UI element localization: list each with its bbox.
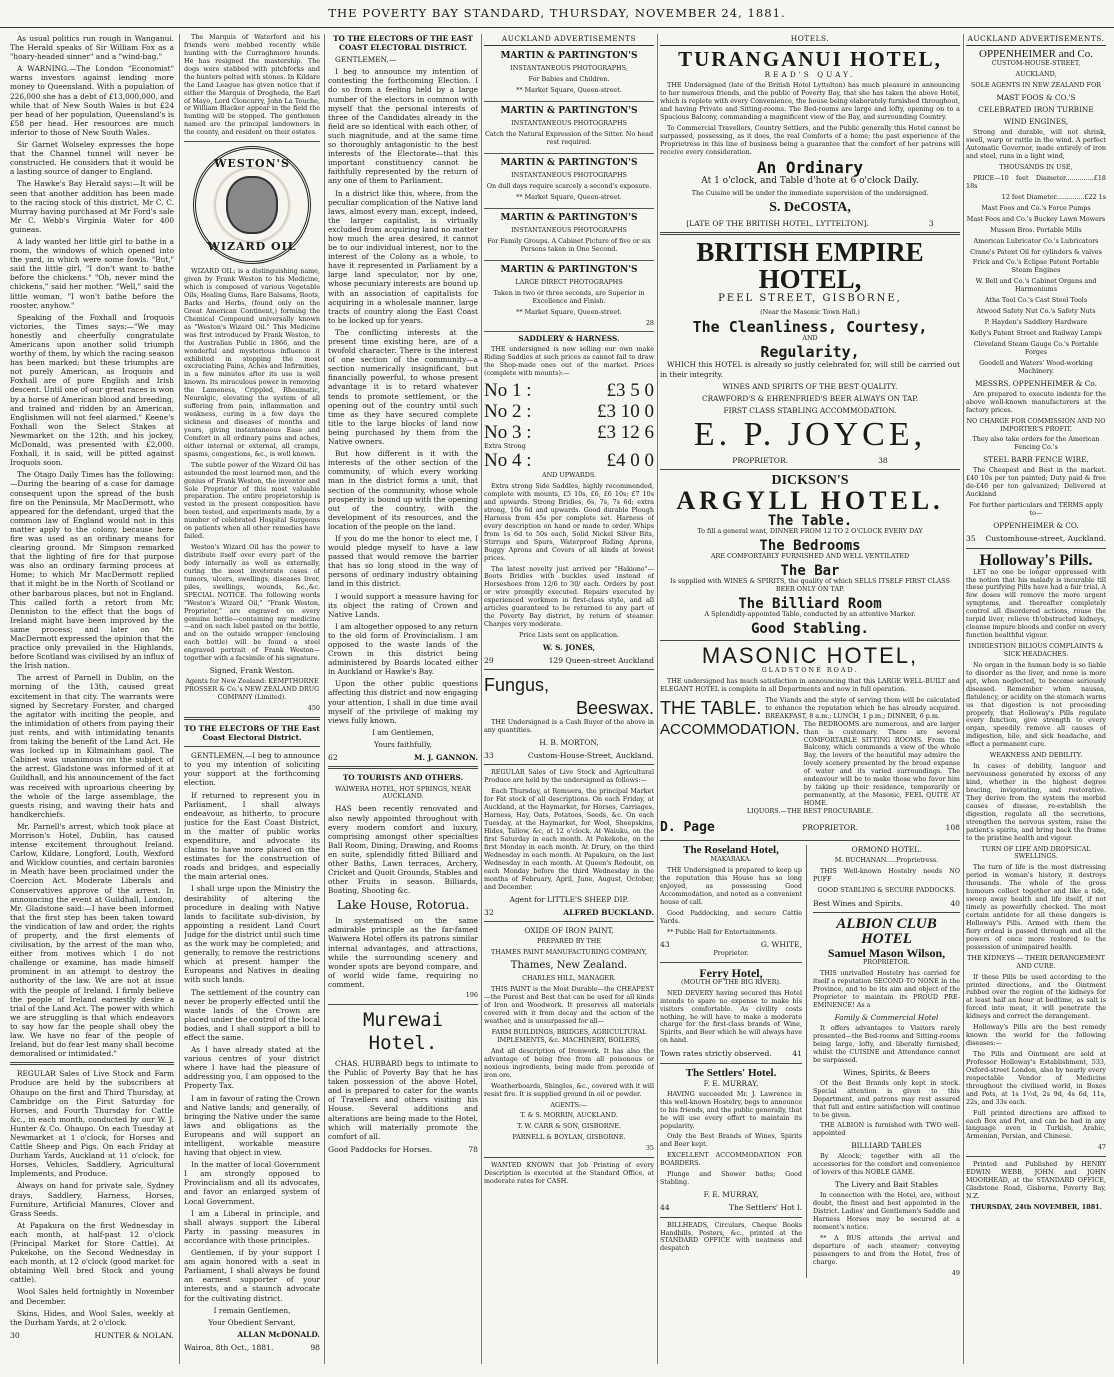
text-block: I am in favour of rating the Crown and Native lands; and generally, of bringing the Native under the same laws and obligations as the Europeans and will support an intelligent, workable measure having that object in view. (184, 1093, 320, 1158)
text-block: American Lubricator Co.'s Lubricators (973, 236, 1099, 245)
text-block: INSTANTANEOUS PHOTOGRAPHS (511, 171, 627, 180)
text-block: THE TABLE. (660, 697, 762, 718)
text-block: The Bedrooms (759, 538, 861, 555)
text-block: ** Market Square, Queen-street. (516, 308, 622, 317)
text-block: In the matter of local Government I am strongly opposed to Provincialism and all its advocates, and favor an enlarged system of Local Government. (184, 1160, 320, 1206)
text-block: PRICE—10 feet Diameter..............£18 18s (966, 173, 1106, 190)
text-block: The conflicting interests at the present time existing here, are of a twofold character. There is the interest of one section of the community—a section numerically insignificant, but financially powerful, to whose present advantage it is to retard whatever tends to promote settlement, or the opening out of the country until such time as they have secured complete title to the large blocks of land now being purchased by them from the Native owners. (328, 327, 478, 447)
argyll-hotel-title: ARGYLL HOTEL. (676, 486, 944, 516)
text-block: MESSRS. OPPENHEIMER & Co. (975, 378, 1097, 388)
text-block: ARE COMFORTABLY FURNISHED AND WELL VENTILATED (710, 552, 910, 561)
tourists-title: TO TOURISTS AND OTHERS. (342, 773, 464, 783)
text-block: 49 (951, 1268, 960, 1277)
text-block: But how different is it with the interests of the other section of the community, of which every working man in the district forms a unit, that section of the community, whose whole prosperity is bound up with the opening out of the country, with the development of its resources, and the location of the people on the land. (328, 449, 478, 531)
text-block: Catch the Natural Expression of the Sitter. No head rest required. (484, 130, 654, 147)
text-block: LIQUORS.—THE BEST PROCURABLE. (746, 806, 874, 815)
text-block: 28 (645, 318, 654, 327)
text-block: FIRST CLASS STABLING ACCOMMODATION. (723, 405, 897, 415)
text-block: MARTIN & PARTINGTON'S (500, 51, 638, 62)
text-block: Wool Sales held fortnightly in November and December. (10, 1287, 174, 1306)
text-block: REGULAR Sales of Live Stock and Agricultural Produce are held by the undersigned as follows:— (484, 768, 654, 785)
column-rule (324, 34, 325, 1364)
text-block: THOUSANDS IN USE, (999, 163, 1073, 172)
text-block: WAIWERA HOTEL, HOT SPRINGS, NEAR AUCKLAND. (335, 784, 471, 801)
text-block: LARGE DIRECT PHOTOGRAPHS (515, 278, 623, 287)
text-block: The settlement of the country can never be properly effected until the waste lands of the Crown are placed under the control of the local bodies, and I shall support a bill to effect the same. (184, 987, 320, 1042)
text-block: By Alcock; together with all the accessories for the comfort and convenience of lovers of this NOBLE GAME. (813, 1152, 960, 1177)
text-block: S. DeCOSTA, (769, 199, 851, 215)
text-block: T. & S. MORRIN, AUCKLAND. (520, 1111, 618, 1120)
text-block: CUSTOM-HOUSE-STREET, (991, 59, 1081, 68)
text-block: Weston's Wizard Oil has the power to distribute itself over every part of the body internally as well as externally, curing the most inveterate cases of tumors, ulcers, swellings, diseases liver, piles, swellings, wounds, &c.,&c. SPECIAL NOTICE. The following words "Weston's Wizard Oil," "Frank Weston, Proprietor," are engraved on every genuine bottle—containing my medicine—and on each label pasted on the bottle, and on the outside wrapper (enclosing each bottle) will be found a steel engraved portrait of Frank Weston—together with a facsimile of his signature. (184, 543, 320, 663)
text-block: 30 (10, 1330, 20, 1340)
text-block: [LATE OF THE BRITISH HOTEL, LYTTELTON]. (686, 218, 869, 228)
text-block: THE undersigned has much satisfaction in announcing that this LARGE WELL-BUILT and ELEGANT HOTEL is complete in all Departments and now in full operation. (660, 676, 960, 693)
text-block: Town rates strictly observed. (660, 1049, 772, 1059)
text-block: Agent for LITTLE'S SHEEP DIP. (509, 894, 629, 904)
text-block: 29 (484, 656, 494, 666)
text-block: GOOD STABLING & SECURE PADDOCKS. (817, 885, 956, 894)
text-block: NED DEVERY having secured this Hotel intends to spare no expense to make his visitors comfortable. As civility costs nothing, he will have to make a moderate charge for the first-class brands of Wine, Spirits, and Beer which he will always have on hand. (660, 988, 802, 1045)
text-block: PREPARED BY THE (536, 937, 602, 946)
text-block: Wairoa, 8th Oct., 1881. (184, 1342, 274, 1352)
text-block: In cases of debility, languor and nervousness generated by excess of any kind, whether in the highest degree bracing, invigorating, and restorative. They derive from the system the morbid causes of disease, re-establish the digestion, regulate all the secretions, strengthen the nervous system, raise the patient's spirits, and bring back the frame to the pristine health and vigour. (966, 762, 1106, 842)
news-item: Sir Garnet Wolseley expresses the hope that the Channel tunnel will never be constructed. He considers that it would be a lasting source of danger to England. (10, 140, 174, 177)
text-block: Upon the other public questions affecting this district and now engaging your attention, I shall in due time avail myself of the privilege of making my views fully known. (328, 679, 478, 725)
text-block: I am altogether opposed to any return to the old form of Provincialism. I am opposed to the waste lands of the Crown in this district being administered by Boards located either in Auckland or Hawke's Bay. (328, 621, 478, 677)
text-block: On dull days require scarcely a second's exposure. (486, 182, 652, 191)
text-block: It offers advantages to Visitors rarely presented—the Bed-rooms and Sitting-rooms being large, lofty, and liberally furnished, whilst the CUISINE and Attendance cannot be surpassed. (813, 1023, 960, 1064)
column-rule (657, 34, 658, 1364)
text-block: The Settlers' Hotel. (685, 1066, 777, 1079)
column-5-hotels (660, 34, 960, 1364)
electors-title: TO THE ELECTORS OF THE EAST COAST ELECTORAL DISTRICT. (333, 34, 473, 53)
text-block: Kelly's Patent Street and Railway Lamps (970, 329, 1102, 338)
lake-house-title: Lake House, Rotorua. (336, 898, 470, 913)
text-block: They also take orders for the American Fencing Co.'s (972, 435, 1100, 452)
text-block: Samuel Mason Wilson, (827, 946, 946, 961)
text-block: Is supplied with WINES & SPIRITS, the quality of which SELLS ITSELF FIRST CLASS BEER ONLY ON TAP. (670, 577, 950, 594)
text-block: Family & Commercial Hotel (834, 1012, 939, 1022)
saddlery-title: SADDLERY & HARNESS. (518, 333, 620, 343)
text-block: The Pills and Ointment are sold at Professor Holloway's Establishment, 533, Oxford-street London, also by nearly every respectable Vendor of Medicine throughout the civilised world, in Boxes and Pots, at 1s 1½d, 2s 9d, 4s 6d, 11s, 22s, and 33s each. (966, 1050, 1106, 1106)
text-block: A Splendidly-appointed Table, conducted by an attentive Marker. (704, 610, 916, 619)
text-block: WEAKNESS AND DEBILITY. (989, 751, 1083, 760)
text-block: WINES AND SPIRITS OF THE BEST QUALITY. (722, 381, 898, 391)
text-block: The Billiard Room (738, 596, 882, 613)
text-block: Good Paddocks for Horses. (328, 1144, 433, 1154)
news-item: A lady wanted her little girl to bathe in a room, the windows of which opened into the yard, in which were some fowls. "But," said the little girl, "I don't want to bathe before the chickens." "Oh, never mind the chickens," said her mother. "Well," said the little woman, "I won't bathe before the rooster, anyhow." (10, 236, 174, 310)
text-block: F. E. MURRAY, (703, 1078, 759, 1088)
electors-title: TO THE ELECTORS OF THE East Coast Electoral District. (184, 723, 320, 743)
text-block: The BEDROOMS are numerous, and are larger than is customary. There are several COMFORTABLE SITTING ROOMS. From the Balcony, which commands a view of the whole Bay, the lovers of the beautiful may admire the lovely scenery presented by the broad expanse of water and its varied surroundings. The endeavour will be to make those who favor him by taking up their residence, temporarily or permanently, at the Masonic, FEEL QUITE AT HOME. (803, 719, 960, 808)
text-block: THIS Well-known Hostelry needs NO PUFF (813, 867, 960, 883)
text-block: INSTANTANEOUS PHOTOGRAPHS, (510, 64, 628, 73)
text-block: MARTIN & PARTINGTON'S (500, 158, 638, 169)
text-block: THE ALBION is furnished with TWO well-appointed (813, 1121, 960, 1138)
text-block: CHAS. HUBBARD begs to intimate to the Public of Poverty Bay that he has taken possession of the above Hotel, and is prepared to cater for the wants of Travellers and others visiting his House. Several additions and alterations are being made to the Hotel, which will materially promote the comfort of all. (328, 1059, 478, 1141)
column-3 (328, 34, 478, 1364)
text-block: THAMES PAINT MANUFACTURING COMPANY, (490, 948, 648, 957)
text-block: In a district like this, where, from the peculiar complication of the Native land laws, almost every man, except, indeed, the larger capitalist, is virtually excluded from acquiring land no matter how much the area desired, it cannot be to our individual interest, nor to the interest of the Colony as a whole, to have it represented in Parliament by a large land speculator, nor by one, whose pecuniary interests are bound up with an association of capitalists for acquiring in a wholesale manner, large tracts of country along the East Coast to be locked up for years. (328, 188, 478, 325)
text-block: If these Pills be used according to the printed directions, and the Ointment rubbed over the region of the kidneys for at least half an hour at bedtime, as salt is forced into meat, it will penetrate the kidneys and correct the derangement. (966, 972, 1106, 1021)
text-block: The Settlers' Hot l. (728, 1203, 802, 1213)
text-block: THIS PAINT is the Most Durable—the CHEAPEST—the Purest and Best that can be used for all kinds of Iron and Woodwork. It preserves all materials covered with it from decay and the action of the weather, and is unsurpassed for all— (484, 985, 654, 1026)
text-block: Holloway's Pills are the best remedy known the world for the following diseases:— (966, 1023, 1106, 1048)
text-block: Only the Best Brands of Wines, Spirits and Beer kept. (660, 1132, 802, 1149)
text-block: MARTIN & PARTINGTON'S (500, 106, 638, 117)
text-block: No 2 : (484, 400, 532, 422)
column-6-auckland (966, 34, 1106, 1364)
text-block: OPPENHEIMER and Co. (979, 48, 1093, 61)
text-block: No 1 : (484, 379, 532, 401)
text-block: PROPRIETOR. (863, 958, 910, 967)
text-block: I beg to announce my intention of contesting the forthcoming Election. I do so from a feeling held by a large number of the electors in common with myself that the personal interests of three of the Candidates already in the field are so identical with each other, of such magnitude, and at the same time so thoroughly antagonistic to the best interests of the Electorate—that this important constituency cannot be faithfully represented by the return of any one of them to Parliament. (328, 67, 478, 186)
text-block: AUCKLAND, (1015, 70, 1057, 79)
text-block: W. Bell and Co.'s Cabinet Organs and Harmoniums (975, 277, 1097, 294)
text-block: M. BUCHANAN.....Proprietress. (834, 856, 939, 865)
text-block: E. P. JOYCE, (693, 415, 927, 453)
text-block: THIS unrivalled Hostelry has carried for itself a reputation SECOND TO NONE in the Province, and to be its aim and object of the Proprietor to maintain its PROUD PRE-EMINENCE! As a (813, 969, 960, 1009)
section-header: AUCKLAND ADVERTISEMENTS (484, 34, 654, 46)
text-block: Proprietor. (713, 948, 749, 957)
text-block: Thames, New Zealand. (510, 960, 628, 972)
text-block: ACCOMMODATION. (660, 720, 800, 738)
text-block: BILLHEADS, Circulars, Cheque Books Handbills, Posters, &c., printed at the STANDARD OFFICE with neatness and despatch (660, 1220, 802, 1253)
text-block: H. B. MORTON, (539, 737, 599, 747)
text-block: At Papakura on the first Wednesday in each month, at half-past 12 o'clock (Principal Market for Store Cattle). At Pukekohe, on the Second Wednesday in each month, at 12 o'clock (good market for obtaining Well bred Stock and young cattle). (10, 1220, 174, 1285)
text-block: The Bar (780, 563, 840, 580)
text-block: 35 (645, 1144, 654, 1153)
text-block: G. WHITE, (760, 940, 802, 950)
text-block: If you do me the honor to elect me, I would pledge myself to have a law passed that would remove the barrier that has so long stood in the way of persons of ordinary industry obtaining land in this district. (328, 533, 478, 589)
text-block: For Family Groups. A Cabinet Picture of five or six Persons taken in One Second. (487, 237, 651, 254)
text-block: Customhouse-street, Auckland. (985, 534, 1106, 544)
text-block: HAVING succeeded Mr. J. Lawrence in this well-known Hostelry, begs to announce to his friends, and the public generally, that he will use every effort to maintain its popularity. (660, 1089, 802, 1130)
column-1-news (10, 34, 174, 1364)
text-block: The Cheapest and Best in the market. £40 10s per ton painted; Duty paid & free de-£46 per ton galvanized; Delivered at Auckland (966, 466, 1106, 499)
text-block: Mast Foos and Co.'s Buckey Lawn Mowers (966, 214, 1106, 223)
column-4-auckland (484, 34, 654, 1364)
text-block: MAST FOOS & CO.'S (996, 92, 1076, 102)
text-block: Frick and Co.'s Eclipse Patent Portable Steam Engines (972, 258, 1100, 275)
text-block: No 4 : (484, 450, 532, 472)
signature: ALLAN McDONALD. (237, 1329, 320, 1339)
text-block: 44 (660, 1203, 670, 1213)
text-block: 108 (945, 823, 960, 833)
text-block: Good Paddocking, and secure Cattle Yards. (660, 908, 802, 925)
text-block: 38 (878, 455, 888, 465)
text-block: NO CHARGE FOR COMMISSION AND NO IMPORTER'S PROFIT. (966, 416, 1106, 433)
text-block: PROPRIETOR. (732, 455, 789, 465)
text-block: 41 (792, 1049, 802, 1059)
text-block: In connection with the Hotel, are, without doubt, the finest and best appointed in the District. Ladies' and Gentlemen's Saddle and Harness Horses may be secured at a moment's notice. (813, 1191, 960, 1232)
text-block: The Roseland Hotel, (683, 844, 779, 857)
text-block: No organ in the human body is so liable to disorder as the liver, and none is more apt, when neglected, to become seriously diseased. Remember when nausea, flatulency, or acidity on the stomach warns us that digestion is not proceeding properly, that Holloway's Pills regulate every function, give strength to every organ, speedily remove all causes of indigestion, bile, and sick headache, and effect a permanent cure. (966, 660, 1106, 749)
text-block: I shall urge upon the Ministry the desirability of altering the procedure in dealing with Native lands to facilitate sub-division, by appointing a resident Land Court Judge for the district until such time as the work may be completed; and generally, to remove the restrictions which at present hamper the Europeans and Natives in dealing with such lands. (184, 884, 320, 985)
text-block: As I have already stated at the various centres of your district where I have had the pleasure of addressing you, I am opposed to the Property Tax. (184, 1045, 320, 1091)
text-block: The latest novelty just arrived per "Hakione"—Boots Bridles with buckles used instead of Horseshoes from 12/6 to 30/ each. Orders by post or wire promptly executed. Repairs executed by experienced workmen in first-class style, and all articles guaranteed to be returned to any part of the Poverty Bay district, by return of steamer. Charges very moderate. (484, 564, 654, 629)
text-block: CHARLES HILL, MANAGER. (522, 974, 616, 983)
text-block: REGULAR Sales of Live Stock and Farm Produce are held by the subscribers at Ohaupo on the first and Third Thursday, at Cambridge on the First Saturday for Horses, and Fourth Thursday for Cattle &c., in each month, conducted by our W. J. Hunter & Co. Ohaupo. On each Tuesday at Newmarket at 1 o'clock, for Horses and Cattle Sheep and Pigs. On each Friday at Durham Yards, Auckland at 11 o'clock, for Horses, Vehicles, Saddlery, Agricultural Implements, and Produce. (10, 1069, 174, 1179)
text-block: And all description of Ironwork. It has also the advantage of being free from all poisonous or noxious ingredients, being made from peroxide of iron ore. (484, 1046, 654, 1079)
news-item: Mr. Parnell's arrest, which took place at Morrison's Hotel, Dublin, has caused intense excitement throughout Ireland. Carlow, Kildare, Longford, Louth, Wexford and Wicklow counties, and certain baronies in Meath have been proclaimed under the Coercion Act. Moderate Liberals and Conservatives approve of the arrest. In announcing the event at Guildhall, London, Mr. Gladstone said:—I have been informed that the first step has been taken toward the vindication of law and order, the rights of property, and the first elements of civilisation, by the arrest of the man who, either from motives which I do not challenge or examine, has made himself prominent in an attempt to destroy the authority of the law. We are not at issue with the people of Ireland. I firmly believe the people of Ireland earnestly desire a trial of the Land Act. The power with which we are struggling is that which endeavors to say how far the people shall obey the law. We have no fear of the people of Ireland, but do fear lest many shall become demoralised or intimidated." (10, 821, 174, 1059)
text-block: MARTIN & PARTINGTON'S (500, 213, 638, 224)
hotels-left (660, 845, 807, 1278)
text-block: GENTLEMEN,— (335, 55, 397, 65)
news-item: As usual politics run rough in Wanganui. The Herald speaks of Sir William Fox as a "hoary-headed sinner" and a "wind-bag." (10, 34, 174, 62)
text-block: Atha Tool Co.'s Cast Steel Tools (984, 296, 1088, 305)
text-block: Best Wines and Spirits. (813, 898, 903, 908)
holloways-pills-title: Holloway's Pills. (979, 551, 1093, 569)
news-item: Speaking of the Foxhall and Iroquois victories, the Times says:—"We may honestly and cheerfully congratulate Americans upon another solid triumph worthy of them, by which the racing season has been marked; but these triumphs are not purely American, as Iroquois and Foxhall are of pure English and Irish descent. Until one of our great races is won by a horse of American blood and breeding, and trained and ridden by an American, Englishmen will not feel alarmed." Keene's Foxhall won the Select Stakes at Newmarket on the 12th, and his jockey, McDonald, was presented with £2,000. Foxhall, it is said, will be pitted against Iroquois soon. (10, 312, 174, 468)
text-block: P. Hayden's Saddlery Hardware (984, 318, 1088, 327)
text-block: 62 (328, 753, 338, 763)
wizard-oil-text: WIZARD OIL; is a distinguishing name, given by Frank Weston to his Medicine, which is composed of various Vegetable Oils, Healing Gums, Rare Balsams, Roots, Barks and Herbs, (found only on the Great American Continent,) forming the Chemical Compound universally known as "Weston's Wizard Oil." This Medicine was first introduced by Frank Weston, to the Australian Public in 1866, and the wonderful and mysterious influence it exhibited in stopping the most excruciating Pains, Aches and Infirmities, in a few minutes after its use is well known. Its miraculous power in removing the Lameness, Crippled, Rheumatic, Neuralgic, elevating the system of all suffering from pain, inflammation and weakness, curing in a few days the sickness and diseases of months and years, giving instantaneous Ease and Comfort in all ordinary pains and aches, either internal or external, all cramps, spasms, congestions, &c., is well known. (184, 267, 320, 458)
text-block: T. W. CARR & SON, GISBORNE. (517, 1122, 621, 1131)
text-block: GLADSTONE ROAD. (761, 666, 859, 675)
text-block: Each Thursday, at Remuera, the principal Market for Fat stock of all descriptions. On each Friday, at Auckland, at the Haymarket, for Horses, Carriages, Harness, Hay, Oats, Potatoes, Seeds, &c. On each Tuesday, at the Haymarket, for Wool, Sheepskins, Hides, Tallow, &c, at 12 o'clock. At Waiuku, on the first Saturday in each month. At Pukekohe, on the first Monday in each month. At Drury, on the third Wednesday in each month. At Papakura, on the last Wednesday in each month. At Queen's Redoubt, on each Monday before the third Wednesday in the months of February, April, June, August, October, and December. (484, 787, 654, 891)
text-block: At 1 o'clock, and Table d'hote at 6 o'clock Daily. (701, 175, 919, 186)
section-header: AUCKLAND ADVERTISEMENTS. (966, 34, 1106, 46)
text-block: DICKSON'S (771, 473, 849, 489)
text-block: For further particulars and TERMS apply to— (969, 501, 1103, 518)
text-block: The Cleanliness, Courtesy, (692, 317, 928, 336)
text-block: OXIDE OF IRON PAINT, (524, 926, 614, 936)
text-block: To Commercial Travellers, Country Settlers, and the Public generally this Hotel cannot be surpassed, possessing, as it does, the real Comforts of a home; the past experience of the Proprietress in this line of business being a guarantee that the comfort of her patrons will receive every consideration. (660, 123, 960, 156)
section-header: HOTELS. (660, 34, 960, 46)
text-block: LET no one be longer oppressed with the notion that his malady is incurable till these purifying Pills have had a fair trial. A few doses will remove the more urgent symptoms, and thereafter completely control all disordered actions, rouse the torpid liver, relieve th'obstructed kidneys, cleanse impure bloods and confer on every function healthful vigour. (966, 567, 1106, 640)
text-block: OPPENHEIMER & CO. (993, 521, 1079, 531)
text-block: No 3 : (484, 421, 532, 443)
text-block: TURN OF LIFE AND DROPSICAL SWELLINGS. (981, 844, 1091, 861)
text-block: THE Undersigned (late of the British Hotel Lyttelton) has much pleasure in announcing to her numerous friends, and the public of Poverty Bay, that she has taken the above Hotel, which is replete with every Convenience, the house being elaborately furnished throughout, and having Private and Sitting-rooms. The Bed-rooms are large and lofty, opening on to a Spacious Balcony, commanding a magnificent view of the Bay, and surrounding Country. (660, 81, 960, 122)
column-2 (184, 34, 320, 1364)
text-block: The subtle power of the Wizard Oil has astounded the most learned men, and the genius of Frank Weston, the inventor and Sole Proprietor of this most valuable preparation. The entire proprietorship is vested in the present composition have been tested, and experiments made, by a number of celebrated Hospital Surgeons on patients when all other remedies have failed. (184, 460, 320, 541)
text-block: Price Lists sent on application. (518, 631, 620, 640)
text-block: Wines, Spirits, & Beers (843, 1067, 930, 1077)
text-block: Extra strong Side Saddles, highly recommended, complete with mounts, £5 10s, £6, £6 10s; £7 10s and upwards. Strong Bridles, 6s, 7s, 7s 6d; extra strong, 10s 6d and upwards. Good durable Plough Harness from 45s per complete set. Harness of every description on hand or made to order. Whips from 1s 6d to 50s each, Solid Nickel Silver Bits, Stirrups and Spurs, Waterproof Riding Aprons, Buggy Aprons and Covers of all kinds at lowest prices. (484, 482, 654, 562)
text-block: Atwood Safety Nut Co.'s Safety Nuts (976, 307, 1096, 316)
text-block: D. Page (660, 819, 715, 835)
text-block: THE Undersigned is prepared to keep up the reputation this House has so long enjoyed, as possessing Good Accommodation, and noted as a convenient house of call. (660, 865, 802, 906)
text-block: Regularity, (760, 343, 860, 362)
text-block: Custom-House-Street, Auckland. (527, 751, 654, 761)
text-block: Taken in two or three seconds, are Superior in Excellence and Finish. (493, 289, 645, 306)
text-block: SOLE AGENTS IN NEW ZEALAND FOR (970, 81, 1102, 90)
text-block: Musson Bros. Portable Mills (990, 225, 1082, 234)
hunter-nolan-ad (10, 1069, 174, 1340)
text-block: INSTANTANEOUS PHOTOGRAPHS (511, 226, 627, 235)
text-block: Extra Strong (484, 442, 526, 451)
text-block: Cleveland Steam Gauge Co.'s Portable Forges (973, 339, 1099, 356)
text-block: MARTIN & PARTINGTON'S (500, 265, 638, 276)
text-block: To fill a general want, DINNER FROM 12 TO 2 O'CLOCK EVERY DAY (697, 527, 923, 536)
text-block: Strong and durable, will not shrink, swell, warp or rattle in the wind. A perfect Automatic Governor, made entirely of iron and steel, runs in a light wind, (966, 128, 1106, 161)
text-block: £3 5 0 (606, 379, 654, 401)
text-block: 78 (468, 1144, 478, 1154)
text-block: Yours faithfully, (374, 739, 432, 749)
text-block: Weatherboards, Shingles, &c., covered with it will resist fire. It is supplied ground in oil or powder. (484, 1081, 654, 1098)
text-block: THE Undersigned is a Cash Buyer of the above in any quantities. (484, 718, 654, 735)
news-item: The arrest of Parnell in Dublin, on the morning of the 13th, caused great excitement in that city. The warrants were signed by Secretary Forster, and charged the agitator with inciting the people, and the intimidation of others from paying their just rents, and with intimidating tenants from taking the benefit of the Land Act. He was locked up in Kilmainham gaol. The Cabinet was unanimous on the subject of the arrest. Gladstone was informed of it at Guildhall, and his announcement of the fact was received with uproarious cheering by the whole of the large assemblage, the guests rising, and waving their hats and handkerchiefs. (10, 673, 174, 819)
text-block: Skins, Hides, and Wool Sales, weekly at the Durham Yards, at 2 o'clock. (10, 1308, 174, 1327)
british-empire-title: BRITISH EMPIRE HOTEL, (696, 237, 924, 295)
photographer-ad (484, 211, 654, 261)
text-block: Crane's Patent Oil for cylinders & valves (970, 247, 1102, 256)
text-block: I am Gentlemen, (372, 727, 434, 737)
text-block: The Viands and the style of serving them will be calculated to enhance the reputation which he has already acquired. BREAKFAST, 8 a.m.; LUNCH, 1 p.m.; DINNER, 6 p.m. (765, 695, 960, 720)
text-block: (MOUTH OF THE BIG RIVER). (680, 977, 782, 986)
text-block: 33 (484, 751, 494, 761)
news-item: The Otago Daily Times has the following:—During the hearing of a case for damage consequent upon the spread of the bush fire on the Peninsula, Mr MacDermott, who appeared for the defendant, urged that the common law of England would not in this matter apply to the colony, because here fire was used as an ordinary means for clearing ground. Mr Simpson remarked that the lighting of fire for that purpose was also an ordinary farming process at Home; to which Mr MacDermott replied that it might be in the North of Scotland or other barbarous places, but not in England. This called forth a retort from Mr. Denniston to the effect that the bogs of Ireland might have been improved by the same process; and later on Mr. MacDermott expressed the opinion that the practice only prevailed in the Highlands, before Scotland was civilised by an influx of the Irish nation. (10, 470, 174, 671)
news-item: The Hawke's Bay Herald says:—It will be seen that another addition has been made to the racing stock of this district, Mr C. C. Murray having purchased at Mr Ford's sale Mr C. Webb's Virginia Water for 400 guineas. (10, 179, 174, 234)
photographer-ad (484, 49, 654, 102)
text-block: THE KIDNEYS — THEIR DERANGEMENT AND CURE. (967, 953, 1105, 970)
column-rule (963, 34, 964, 1364)
text-block: PEEL STREET, GISBORNE, (718, 293, 902, 305)
text-block: Ferry Hotel, (699, 965, 763, 980)
price-list (484, 381, 654, 473)
column-rule (179, 34, 180, 1364)
text-block: Of the Best Brands only kept in stock. Special attention is given to this Department, and patrons may rest assured that full and entire satisfaction will continue to be given. (813, 1078, 960, 1119)
text-block: The turn of life is the most distressing period in woman's history, it destroys thousands. The whole of the gross humours collect together and like a tide, sweep away health and life itself, if not timely as powerfully checked. The most certain antidote for all these dangers is Holloway's Pills. Armed with them the fiery ordeal is passed through and all the powers of once more restored to the possession of unimpaired health. (966, 863, 1106, 951)
agents: Agents for New Zealand: KEMPTHORNE PROSSER & Co.'s NEW ZEALAND DRUG COMPANY (Limited). (184, 677, 320, 702)
text-block: 98 (310, 1342, 320, 1352)
text-block: 3 (928, 218, 934, 228)
text-block: ** Public Hall for Entertainments. (667, 927, 777, 936)
text-block: READ'S QUAY. (764, 70, 856, 80)
text-block: ** Market Square, Queen-street. (516, 86, 622, 95)
text-block: Mast Foos and Co.'s Force Pumps (981, 203, 1091, 212)
text-block: 47 (1097, 1143, 1106, 1152)
turanganui-title: TURANGANUI HOTEL, (678, 47, 942, 72)
text-block: Plunge and Shower baths; Good Stabling. (660, 1170, 802, 1187)
text-block: 196 (465, 990, 478, 999)
text-block: For Babies and Children. (528, 75, 610, 84)
text-block: F. E. MURRAY, (703, 1190, 759, 1200)
news-item: The Marquis of Waterford and his friends were mobbed recently while hunting with the Curraghmore hounds. He has resigned the mastership. The dogs were stabbed with pitchforks and the hunters pelted with stones. In Kildare the Land League has given notice that if either the Marquis of Drogheda, the Earl of Mayo, Lord Cloncurry, John La Touche, or William Blacker appear in the field the hunting will be stopped. The gentlemen named are the principal landowners in the county, and resident on their estates. (184, 34, 320, 137)
text-block: AND UPWARDS. (541, 471, 597, 480)
text-block: £4 0 0 (606, 450, 654, 472)
text-block: 40 (950, 898, 960, 908)
photographer-ad (484, 156, 654, 209)
murewai-hotel-title: Murewai Hotel. (362, 1008, 444, 1055)
text-block: INSTANTANEOUS PHOTOGRAPHS (511, 119, 627, 128)
text-block: 43 (660, 940, 670, 950)
text-block: Good Stabling. (750, 621, 869, 638)
hotels-right (813, 845, 960, 1278)
text-block: FARM BUILDINGS, BRIDGES, AGRICULTURAL IMPLEMENTS, &c. MACHINERY, BOILERS, (491, 1028, 647, 1044)
text-block: STEEL BARB FENCE WIRE, (983, 455, 1089, 465)
text-block: I remain Gentlemen, (213, 1305, 291, 1315)
text-block: ALFRED BUCKLAND. (563, 907, 654, 917)
text-block: INDIGESTION BILIOUS COMPLAINTS & SICK HEADACHES. (968, 642, 1104, 658)
text-block: PARNELL & BOYLAN, GISBORNE. (512, 1133, 626, 1142)
text-block: W. S. JONES, (542, 642, 596, 652)
text-block: 450 (307, 704, 320, 713)
text-block: Gentlemen, if by your support I am again honored with a seat in Parliament, I shall always be found an earnest supporter of your interests, and a staunch advocate for the cultivating district. (184, 1248, 320, 1303)
text-block: Always on hand for private sale, Sydney drays, Saddlery, Harness, Horses, Furniture, Artificial Manures, Clover and Grass Seeds. (10, 1181, 174, 1218)
text-block: M. J. GANNON. (414, 753, 478, 763)
text-block: I would support a measure having for its object the rating of Crown and Native Lands. (328, 591, 478, 619)
column-rule (481, 34, 482, 1364)
text-block: Your Obedient Servant, (208, 1317, 296, 1327)
text-block: Goodell and Waters' Wood-working Machinery. (979, 358, 1093, 375)
text-block: WHICH this HOTEL is already so justly celebrated for, will still be carried out in their integrity. (660, 360, 960, 379)
masthead: THE POVERTY BAY STANDARD, THURSDAY, NOVEMBER 24, 1881. (0, 6, 1114, 28)
text-block: HUNTER & NOLAN. (94, 1330, 174, 1340)
news-item: A WARNING.—The London "Economist" warns investors against lending more money to Queensland. With a population of 226,000 she has a debt of £13,000,000, and while that of New South Wales is but £24 per head of her population, Queensland's is £58 per head. Her resources are much inferior to those of New South Wales. (10, 64, 174, 137)
text-block: The Cuisine will be under the immediate supervision of the undersigned. (691, 188, 929, 197)
text-block: THE undersigned is now selling our own make Riding Saddles at such prices as cannot fail to draw the Shop-made ones out of the market. Prices (complete with mounts):— (484, 344, 654, 377)
text-block: MAKARAKA. (710, 855, 752, 864)
text-block: ** A BUS attends the arrival and departure of each steamer; conveying passengers to and from the Hotel, free of charge. (813, 1234, 960, 1266)
text-block: Are prepared to execute indents for the above well-known manufacturers at the factory prices. (966, 389, 1106, 414)
text-block: GENTLEMEN,—I beg to announce to you my intention of soliciting your support at the forthcoming election. (184, 751, 320, 788)
wizard-oil-seal-image: WESTON'S WIZARD OIL (193, 146, 311, 264)
photographer-ad (484, 263, 654, 332)
text-block: CRAWFORD'S & EHRENFRIED'S BEER ALWAYS ON TAP. (701, 393, 919, 403)
text-block: £3 12 6 (597, 421, 654, 443)
text-block: 32 (484, 907, 494, 917)
imprint: Printed and Published by HENRY EDWIN WEBB, JOHN and JOHN MOORHEAD, at the STANDARD OFFICE, Gladstone Road, Gisborne, Poverty Bay, N.Z. (966, 1160, 1106, 1201)
text-block: In systematised on the same admirable principle as the far-famed Waiwera Hotel offers its patrons similar internal advantages, and attractions, while the surrounding scenery and wonder spots are beyond compare, and of world wide fame, requiring no comment. (328, 916, 478, 989)
masonic-hotel-title: MASONIC HOTEL, (701, 643, 919, 669)
text-block: AGENTS:— (550, 1100, 588, 1109)
photographer-ad (484, 104, 654, 154)
text-block: PROPRIETOR. (802, 823, 859, 833)
job-printing-notice: WANTED KNOWN that Job Printing of every Description is executed at the Standard Office, at moderate rates for CASH. (484, 1161, 654, 1186)
text-block: (Near the Masonic Town Hall.) (760, 307, 860, 316)
text-block: The Livery and Bait Stables (834, 1180, 939, 1190)
fungus-title: Fungus, (484, 675, 550, 696)
text-block: BILLIARD TABLES (851, 1141, 922, 1151)
text-block: £3 10 0 (597, 400, 654, 422)
portrait-icon (226, 176, 278, 234)
text-block: The Table. (767, 513, 853, 530)
text-block: EXCELLENT ACCOMMODATION FOR BOARDERS. (660, 1151, 802, 1168)
text-block: WIND ENGINES, (1003, 117, 1069, 127)
text-block: An Ordinary (757, 157, 863, 177)
imprint-date: THURSDAY, 24th NOVEMBER, 1881. (970, 1202, 1102, 1211)
text-block: Beeswax. (575, 697, 654, 718)
text-block: I am a Liberal in principle, and shall always support the Liberal Party in passing measures in accordance with those principles. (184, 1208, 320, 1245)
text-block: ALBION CLUB HOTEL (836, 916, 937, 948)
text-block: Signed, Frank Weston. (209, 666, 295, 676)
text-block: CELEBRATED IRON TURBINE (978, 105, 1094, 115)
text-block: 129 Queen-street Auckland (548, 656, 654, 666)
text-block: ** Market Square, Queen-street. (516, 193, 622, 202)
text-block: ORMOND HOTEL. (851, 845, 922, 855)
text-block: AND (802, 333, 818, 342)
text-block: Full printed directions are affixed to each Box and Pot, and can be had in any language even in Turkish, Arabic, Armenian, Persian, and Chinese. (966, 1108, 1106, 1141)
text-block: HAS been recently renovated and also newly appointed throughout with every modern comfort and luxury, comprising amongst other specialties Ball Room, Dining, Drawing, and Rooms en suite, splendidly fitted Billiard and other Baths, Lawn terraces, Archery, Cricket and Quoit Grounds, Stables and other Fruits in season. Billiards, Boating, Shooting &c. (328, 804, 478, 896)
text-block: If returned to represent you in Parliament, I shall always endeavour, as hitherto, to procure justice for the East Coast District, in the matter of public works expenditure, and advocate its claims to have more placed on the estimates for the construction of roads and bridges, and especially the main arterial ones. (184, 790, 320, 882)
text-block: 35 (966, 534, 976, 544)
text-block: 12 feet Diameter..............£22 1s (1001, 192, 1106, 201)
